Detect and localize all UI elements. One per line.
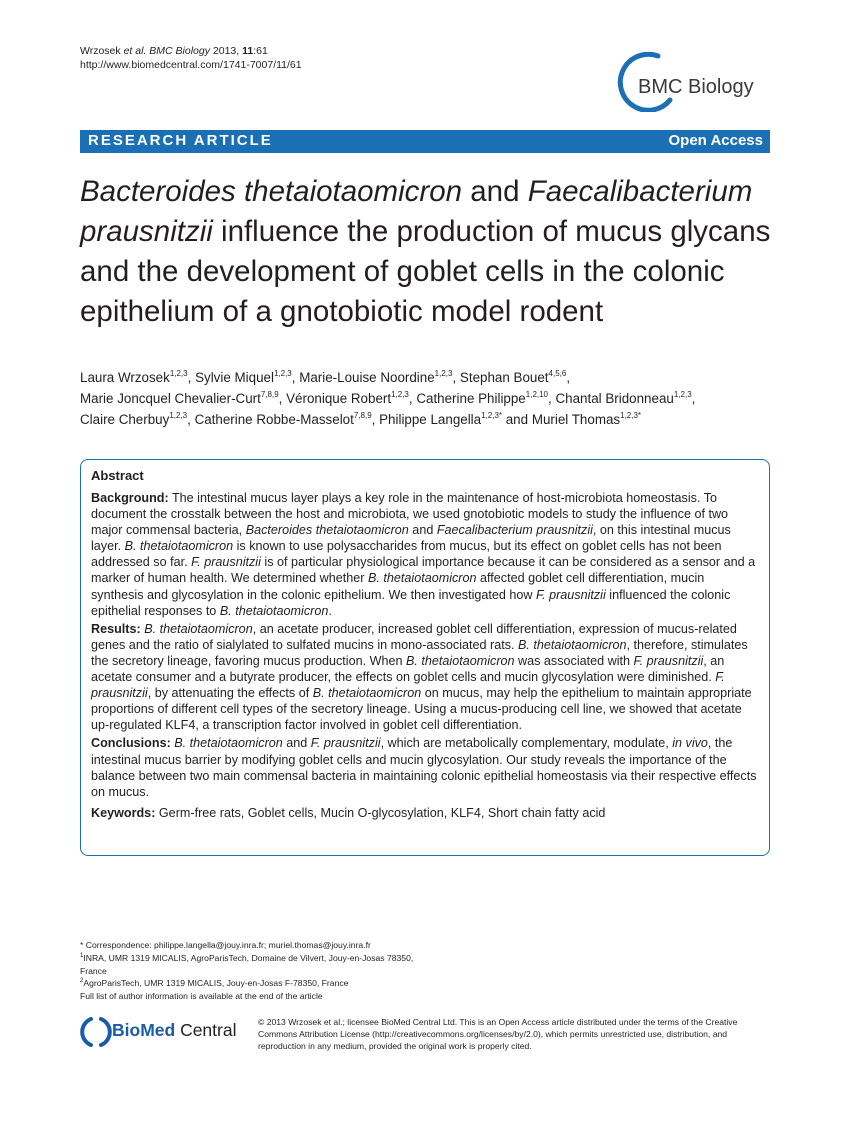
- species: B. thetaiotaomicron: [312, 686, 422, 701]
- text: , on this intestinal mucus layer.: [91, 523, 731, 554]
- author-separator: ,: [548, 391, 556, 406]
- author-separator: ,: [278, 391, 287, 406]
- author-name: Catherine Philippe: [416, 391, 526, 406]
- aff-number: 1: [80, 952, 84, 959]
- author-affiliation: 1,2,3: [169, 369, 188, 378]
- species: B. thetaiotaomicron: [406, 653, 515, 668]
- article-banner: [80, 130, 770, 153]
- text: , which are metabolically complementary, modulate,: [380, 736, 673, 751]
- text: , an acetate consumer and a butyrate producer, the effects on goblet cells and mucin glycosylation were diminished.: [91, 653, 725, 685]
- abstract-box: [80, 459, 770, 856]
- author-name: Marie-Louise Noordine: [299, 370, 435, 385]
- biomed-central-logo: [80, 1015, 250, 1049]
- citation-etal: et al.: [123, 45, 147, 57]
- logo-rest: Central: [175, 1020, 237, 1040]
- author-name: Chantal Bridonneau: [555, 391, 674, 406]
- text: , by attenuating the effects of: [147, 686, 313, 701]
- species: B. thetaiotaomicron: [367, 571, 477, 586]
- biomed-logo-text: [112, 1020, 236, 1041]
- citation-year: 2013,: [209, 45, 243, 57]
- author-name: Véronique Robert: [286, 391, 392, 406]
- author-name: Marie Joncquel Chevalier-Curt: [80, 391, 261, 406]
- full-list-note: Full list of author information is available at the end of the article: [80, 991, 323, 1002]
- author-affiliation: 1,2,3: [434, 369, 453, 378]
- author-affiliation: 7,8,9: [353, 411, 372, 420]
- title-rest: influence the production of mucus glycans and the development of goblet cells in the colonic epithelium of a gnotobiotic model rodent: [80, 215, 771, 328]
- keywords-label: Keywords:: [91, 805, 156, 820]
- text: The intestinal mucus layer plays a key role in the maintenance of host-microbiota homeostasis. To document the crosstalk between the host and microbiota, we used gnotobiotic models to study the influence of two major commensal bacteria,: [91, 491, 729, 538]
- text: is known to use polysaccharides from mucus, but its effect on goblet cells has not been addressed so far.: [91, 539, 722, 570]
- citation-line: [80, 44, 302, 58]
- species: B. thetaiotaomicron: [144, 621, 253, 636]
- author-name: Philippe Langella: [379, 412, 482, 427]
- bmc-biology-logo: [614, 52, 784, 112]
- author-separator: ,: [452, 370, 460, 385]
- author-affiliation: 1,2,3: [273, 369, 292, 378]
- species: B. thetaiotaomicron: [219, 603, 329, 618]
- background-label: Background:: [91, 491, 169, 505]
- text: on mucus, may help the epithelium to maintain appropriate proportions of different cell types of the secretory lineage. Using a mucus-producing cell line, we showed that acetate up-regulated KLF4, a transcription factor involved in goblet cell differentiation.: [91, 686, 752, 733]
- author-separator: ,: [566, 370, 571, 385]
- text: is of particular physiological importance because it can be considered as a sensor and a marker of human health. We determined whether: [91, 555, 756, 586]
- author-affiliation: 1,2,3*: [620, 411, 642, 420]
- author-name: Catherine Robbe-Masselot: [194, 412, 354, 427]
- author-affiliation: 1,2,3: [391, 390, 409, 399]
- biomed-parens-icon: [80, 1015, 114, 1049]
- aff-text: INRA, UMR 1319 MICALIS, AgroParisTech, Domaine de Vilvert, Jouy-en-Josas 78350, France: [80, 952, 414, 976]
- text: influenced the colonic epithelial responses to: [91, 587, 731, 618]
- author-separator: and: [502, 412, 532, 427]
- author-list: [80, 367, 780, 430]
- citation-header: [80, 44, 302, 72]
- citation-article: :61: [253, 45, 268, 57]
- author-affiliation: 1,2,3*: [481, 411, 503, 420]
- title-species-1: Bacteroides thetaiotaomicron: [80, 175, 463, 208]
- text: .: [328, 603, 332, 618]
- journal-logo-text: BMC Biology: [638, 76, 754, 98]
- text: affected goblet cell differentiation, mucin synthesis and glycosylation in the colonic epithelium. We then investigated how: [91, 571, 705, 602]
- abstract-conclusions: [91, 735, 759, 799]
- author-separator: ,: [291, 370, 300, 385]
- affiliation-2: [80, 977, 430, 990]
- species: F. prausnitzii: [536, 587, 606, 602]
- article-type: RESEARCH ARTICLE: [88, 132, 273, 149]
- keywords-text: Germ-free rats, Goblet cells, Mucin O-glycosylation, KLF4, Short chain fatty acid: [155, 805, 606, 820]
- logo-bold: BioMed: [112, 1020, 176, 1040]
- author-affiliation: 1,2,10: [525, 390, 549, 399]
- title-species-2: Faecalibacterium prausnitzii: [80, 175, 753, 248]
- author-name: Claire Cherbuy: [80, 412, 170, 427]
- author-name: Laura Wrzosek: [80, 370, 170, 385]
- abstract-keywords: [91, 805, 759, 821]
- open-access-label: Open Access: [668, 132, 763, 149]
- author-separator: ,: [691, 391, 696, 406]
- author-separator: ,: [187, 370, 196, 385]
- correspondence: * Correspondence: philippe.langella@jouy.inra.fr; muriel.thomas@jouy.inra.fr: [80, 940, 371, 950]
- author-affiliation: 4,5,6: [548, 369, 567, 378]
- author-name: Muriel Thomas: [531, 412, 621, 427]
- author-name: Stephan Bouet: [459, 370, 549, 385]
- conclusions-label: Conclusions:: [91, 736, 171, 751]
- author-affiliation: 1,2,3: [169, 411, 188, 420]
- species: Faecalibacterium prausnitzii: [436, 523, 593, 538]
- author-affiliation: 1,2,3: [673, 390, 692, 399]
- citation-authors: Wrzosek: [80, 45, 124, 57]
- author-separator: ,: [187, 412, 195, 427]
- author-separator: ,: [371, 412, 380, 427]
- abstract-heading: Abstract: [91, 468, 144, 483]
- text: was associated with: [514, 653, 634, 668]
- title-and: and: [462, 175, 528, 208]
- species: F. prausnitzii: [310, 736, 381, 751]
- species: F. prausnitzii: [191, 555, 261, 570]
- text: and: [408, 523, 437, 538]
- author-name: Sylvie Miquel: [195, 370, 274, 385]
- species: B. thetaiotaomicron: [124, 539, 234, 554]
- citation-journal: BMC Biology: [149, 45, 210, 57]
- in-vivo: in vivo: [672, 736, 708, 751]
- article-title: [80, 172, 780, 332]
- text: , therefore, stimulates the secretory lineage, favoring mucus production. When: [91, 637, 748, 668]
- abstract-results: [91, 621, 759, 734]
- results-label: Results:: [91, 621, 141, 636]
- text: and: [282, 736, 311, 751]
- species: Bacteroides thetaiotaomicron: [245, 523, 409, 538]
- license-text: © 2013 Wrzosek et al.; licensee BioMed Central Ltd. This is an Open Access article distributed under the terms of the Creative Commons Attribution License (http://creativecommons.org/licenses/by/2.0), which permits unrestricted use, distribution, and reproduction in any medium, provided the original work is properly cited.: [258, 1017, 738, 1052]
- species: B. thetaiotaomicron: [518, 637, 627, 652]
- affiliation-1: [80, 952, 430, 978]
- author-affiliation: 7,8,9: [260, 390, 279, 399]
- author-separator: ,: [408, 391, 417, 406]
- text: , an acetate producer, increased goblet cell differentiation, expression of mucus-related genes and the ratio of sialylated to sulfated mucins in mono-associated rats.: [91, 621, 737, 652]
- text: , the intestinal mucus barrier by modifying goblet cells and mucin glycosylation. Our study reveals the importance of the balance between two main commensal bacteria in maintaining colonic epithelial homeostasis via their respective effects on mucus.: [91, 736, 757, 799]
- abstract-background: [91, 490, 759, 619]
- footnotes: [80, 939, 430, 1003]
- species: F. prausnitzii: [633, 653, 704, 668]
- citation-volume: 11: [242, 45, 254, 57]
- article-url[interactable]: http://www.biomedcentral.com/1741-7007/11/61: [80, 59, 302, 71]
- aff-text: AgroParisTech, UMR 1319 MICALIS, Jouy-en-Josas F-78350, France: [83, 978, 349, 989]
- species: F. prausnitzii: [91, 670, 725, 701]
- species: B. thetaiotaomicron: [174, 736, 283, 751]
- aff-number: 2: [80, 978, 84, 985]
